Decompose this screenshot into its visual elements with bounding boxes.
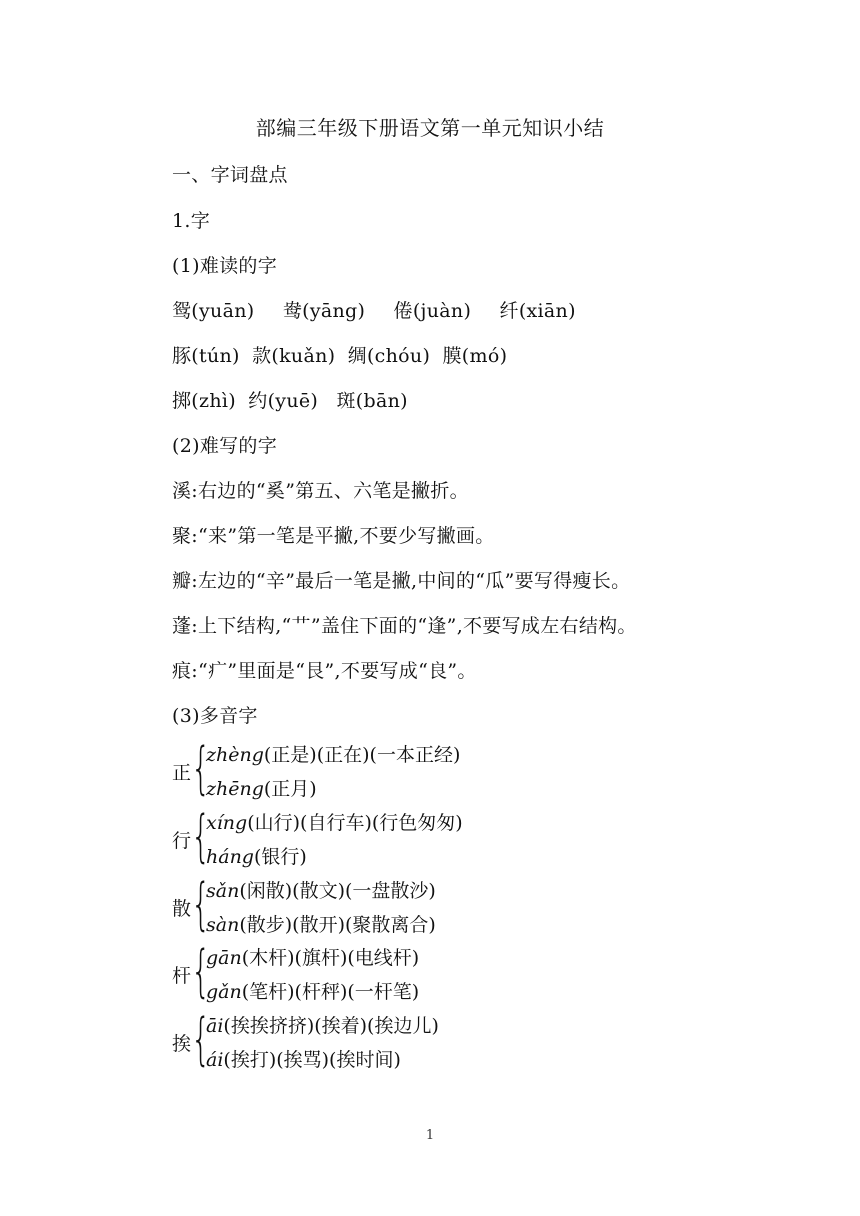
polyphone-entry (172, 874, 772, 940)
hard-write-item: 聚:“来”第一笔是平撇,不要少写撇画。 (172, 525, 495, 547)
reading-row (206, 876, 436, 903)
polyphone-char: 行 (172, 830, 192, 852)
subsection-heading: 1.字 (172, 210, 211, 232)
pinyin: āi (206, 1015, 224, 1037)
hard-read-row-2 (172, 341, 507, 368)
page-number: 1 (425, 1128, 435, 1143)
example-words: (木杆)(旗杆)(电线杆) (241, 947, 420, 969)
example-words: (正是)(正在)(一本正经) (263, 744, 461, 766)
pinyin: zhèng (206, 744, 264, 766)
polyphone-entry (172, 806, 772, 872)
hard-read-item: 掷(zhì) (172, 390, 236, 412)
example-words: (闲散)(散文)(一盘散沙) (239, 880, 436, 902)
polyphone-char: 散 (172, 898, 192, 920)
reading-row (206, 977, 419, 1004)
reading-row (206, 808, 463, 835)
example-words: (正月) (263, 778, 317, 800)
reading-row (206, 1011, 439, 1038)
brace-icon: { (191, 939, 211, 1004)
reading-row (206, 910, 436, 937)
pinyin: zhēng (206, 778, 264, 800)
reading-row (206, 774, 317, 801)
example-words: (银行) (253, 846, 307, 868)
hard-read-item: 斑(bān) (336, 390, 408, 412)
subsection-heading: (2)难写的字 (172, 435, 278, 457)
hard-read-item: 约(yuē) (248, 390, 319, 412)
hard-write-item: 蓬:上下结构,“艹”盖住下面的“逢”,不要写成左右结构。 (172, 615, 637, 637)
subsection-heading: (3)多音字 (172, 705, 258, 727)
example-words: (山行)(自行车)(行色匆匆) (247, 812, 463, 834)
pinyin: sàn (206, 914, 240, 936)
reading-row (206, 740, 460, 767)
polyphone-char: 杆 (172, 965, 192, 987)
example-words: (挨挨挤挤)(挨着)(挨边儿) (223, 1015, 439, 1037)
reading-row (206, 842, 307, 869)
pinyin: ái (206, 1049, 224, 1071)
brace-icon: { (191, 804, 211, 869)
example-words: (笔杆)(杆秤)(一杆笔) (241, 981, 420, 1003)
hard-read-item: 鸯(yāng) (282, 300, 366, 322)
brace-icon: { (191, 736, 211, 801)
section-heading: 一、字词盘点 (172, 164, 288, 186)
brace-icon: { (191, 1007, 211, 1072)
reading-row (206, 1045, 401, 1072)
polyphone-char: 正 (172, 762, 192, 784)
hard-read-item: 绸(chóu) (347, 345, 431, 367)
hard-read-item: 款(kuǎn) (252, 345, 336, 367)
polyphone-char: 挨 (172, 1033, 192, 1055)
polyphone-entry (172, 941, 772, 1007)
polyphone-entry (172, 738, 772, 804)
hard-read-row-1 (172, 296, 576, 323)
hard-write-item: 痕:“疒”里面是“艮”,不要写成“良”。 (172, 660, 477, 682)
page-title: 部编三年级下册语文第一单元知识小结 (255, 116, 605, 140)
pinyin: gǎn (206, 981, 242, 1003)
pinyin: háng (206, 846, 254, 868)
pinyin: xíng (206, 812, 248, 834)
hard-read-item: 鸳(yuān) (172, 300, 255, 322)
pinyin: gān (206, 947, 242, 969)
example-words: (散步)(散开)(聚散离合) (239, 914, 436, 936)
example-words: (挨打)(挨骂)(挨时间) (223, 1049, 401, 1071)
brace-icon: { (191, 872, 211, 937)
hard-write-item: 瓣:左边的“辛”最后一笔是撇,中间的“瓜”要写得瘦长。 (172, 570, 631, 592)
hard-read-item: 纤(xiān) (499, 300, 576, 322)
pinyin: sǎn (206, 880, 240, 902)
hard-read-item: 倦(juàn) (393, 300, 472, 322)
hard-read-item: 豚(tún) (172, 345, 240, 367)
subsection-heading: (1)难读的字 (172, 255, 278, 277)
hard-read-row-3 (172, 386, 408, 413)
hard-write-item: 溪:右边的“奚”第五、六笔是撇折。 (172, 480, 469, 502)
reading-row (206, 943, 419, 970)
polyphone-entry (172, 1009, 772, 1075)
hard-read-item: 膜(mó) (442, 345, 508, 367)
